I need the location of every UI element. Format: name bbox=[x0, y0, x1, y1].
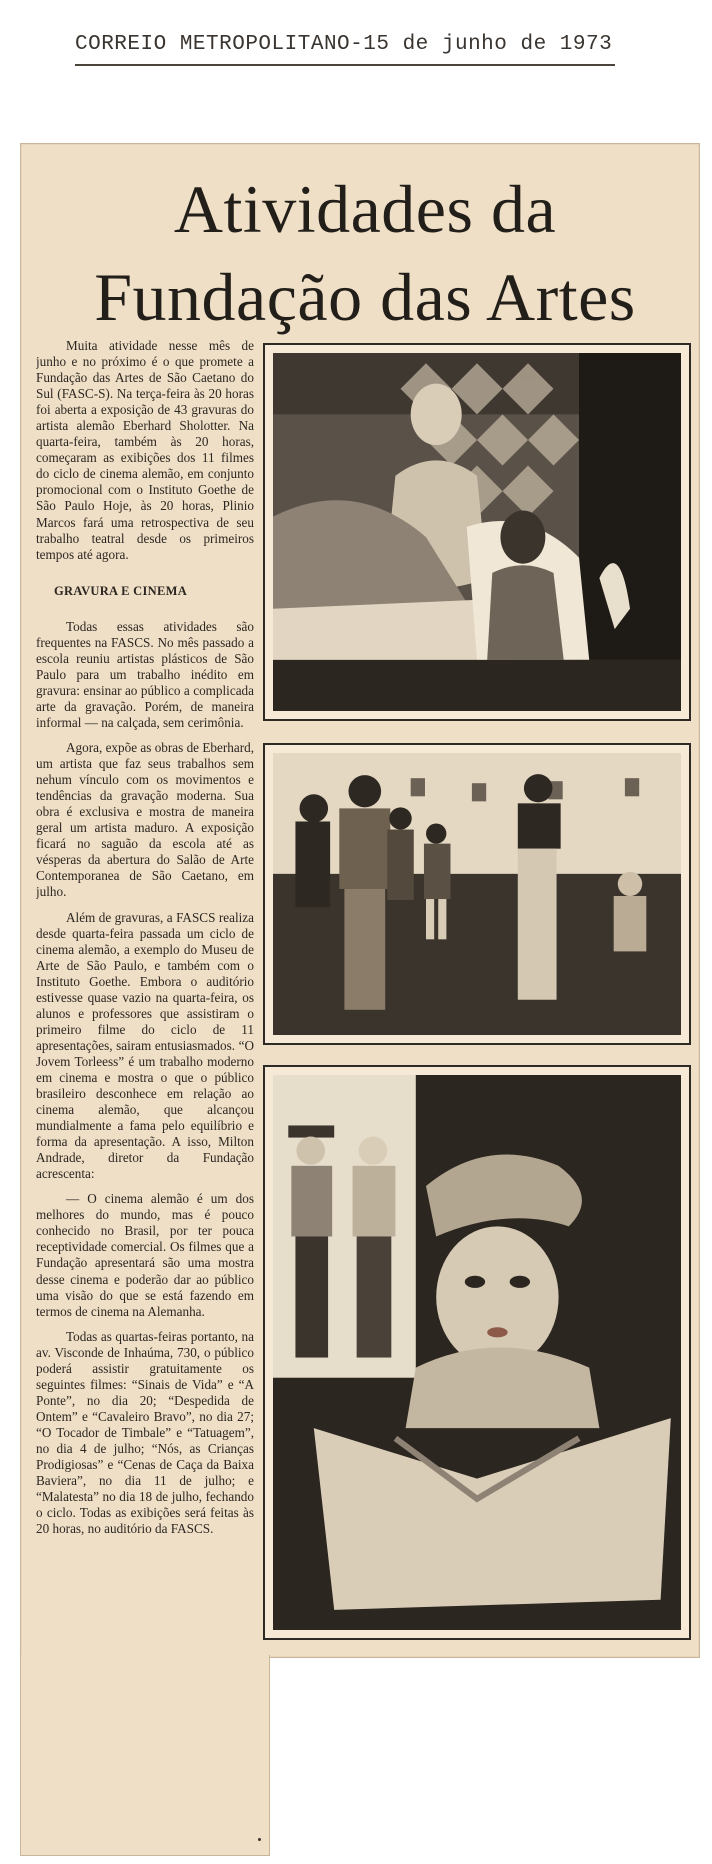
newspaper-header bbox=[75, 28, 615, 66]
artwork-photo-2 bbox=[263, 1065, 691, 1640]
article-body bbox=[36, 338, 254, 1848]
article-paragraph: Todas essas atividades são frequentes na FASCS. No mês passado a escola reuniu artistas plásticos de São Paulo para um trabalho inédito em gravura: ensinar ao público a complicada arte da gravação. Porém, de maneira informal — na calçada, sem cerimônia. bbox=[36, 618, 254, 730]
print-speck bbox=[258, 1838, 261, 1841]
exhibition-scene-image bbox=[273, 753, 681, 1035]
artwork-photo-1 bbox=[263, 343, 691, 721]
artwork-doll-image bbox=[273, 1075, 681, 1630]
headline-line-2: Fundação das Artes bbox=[94, 259, 636, 335]
article-paragraph: — O cinema alemão é um dos melhores do mundo, mas é pouco conhecido no Brasil, por ter pouca receptividade comercial. Os filmes que a Fundação apresentará são uma mostra desse cinema e poderão dar ao público uma visão do que se está fazendo em termos de cinema na Alemanha. bbox=[36, 1191, 254, 1319]
header-separator: - bbox=[350, 33, 364, 56]
article-paragraph: Além de gravuras, a FASCS realiza desde quarta-feira passada um ciclo de cinema alemão, a exemplo do Museu de Arte de São Paulo, e também com o Instituto Goethe. Embora o auditório estivesse quase vazio na quarta-feira, os alunos e professores que assistiram o primeiro filme do ciclo de 11 apresentações, sairam entusiasmados. “O Jovem Torleess” é um trabalho moderno em cinema e mostra o que o público brasileiro desconhece em relação ao cinema alemão, que alcançou mundialmente a fama pelo equilíbrio e forma da apresentação. A isso, Milton Andrade, diretor da Fundação acrescenta: bbox=[36, 909, 254, 1182]
article-paragraph: Agora, expõe as obras de Eberhard, um artista que faz seus trabalhos sem nehum vínculo com os movimentos e tendências da gravação moderna. Sua obra é exclusiva e mostra de maneira geral um artista maduro. A exposição ficará no saguão da escola até as vésperas da abertura do Salão de Arte Contemporanea de São Caetano, em julho. bbox=[36, 740, 254, 900]
article-headline bbox=[40, 165, 690, 341]
artwork-engraving-image bbox=[273, 353, 681, 711]
publication-name: CORREIO METROPOLITANO bbox=[75, 33, 351, 56]
article-paragraph: Todas as quartas-feiras portanto, na av. Visconde de Inhaúma, 730, o público poderá assistir gratuitamente os seguintes filmes: “Sinais de Vida” e “A Ponte”, no dia 20; “Despedida de Ontem” e “Cavaleiro Bravo”, no dia 27; “O Tocador de Timbale” e “Tatuagem”, no dia 4 de julho; “Nós, as Crianças Prodigiosas” e “Cenas de Caça da Baixa Baviera”, no dia 11 de julho; e “Malatesta” no dia 18 de julho, fechando o ciclo. Todas as exibições será feitas às 20 horas, no auditório da FASCS. bbox=[36, 1328, 254, 1537]
headline-line-1: Atividades da bbox=[173, 171, 557, 247]
article-subheading: GRAVURA E CINEMA bbox=[54, 583, 188, 598]
article-paragraph: Muita atividade nesse mês de junho e no próximo é o que promete a Fundação das Artes de São Caetano do Sul (FASC-S). Na terça-feira às 20 horas foi aberta a exposição de 43 gravuras do artista alemão Eberhard Sholotter. Na quarta-feira, também às 20 horas, começaram as exibições dos 11 filmes do ciclo de cinema alemão, em conjunto promocional com o Instituto Goethe de São Paulo Hoje, às 20 horas, Plinio Marcos fará uma retrospectiva de seu trabalho teatral desde os primeiros tempos até agora. bbox=[36, 338, 254, 562]
exhibition-visitors-photo bbox=[263, 743, 691, 1045]
publication-date: 15 de junho de 1973 bbox=[363, 33, 613, 56]
